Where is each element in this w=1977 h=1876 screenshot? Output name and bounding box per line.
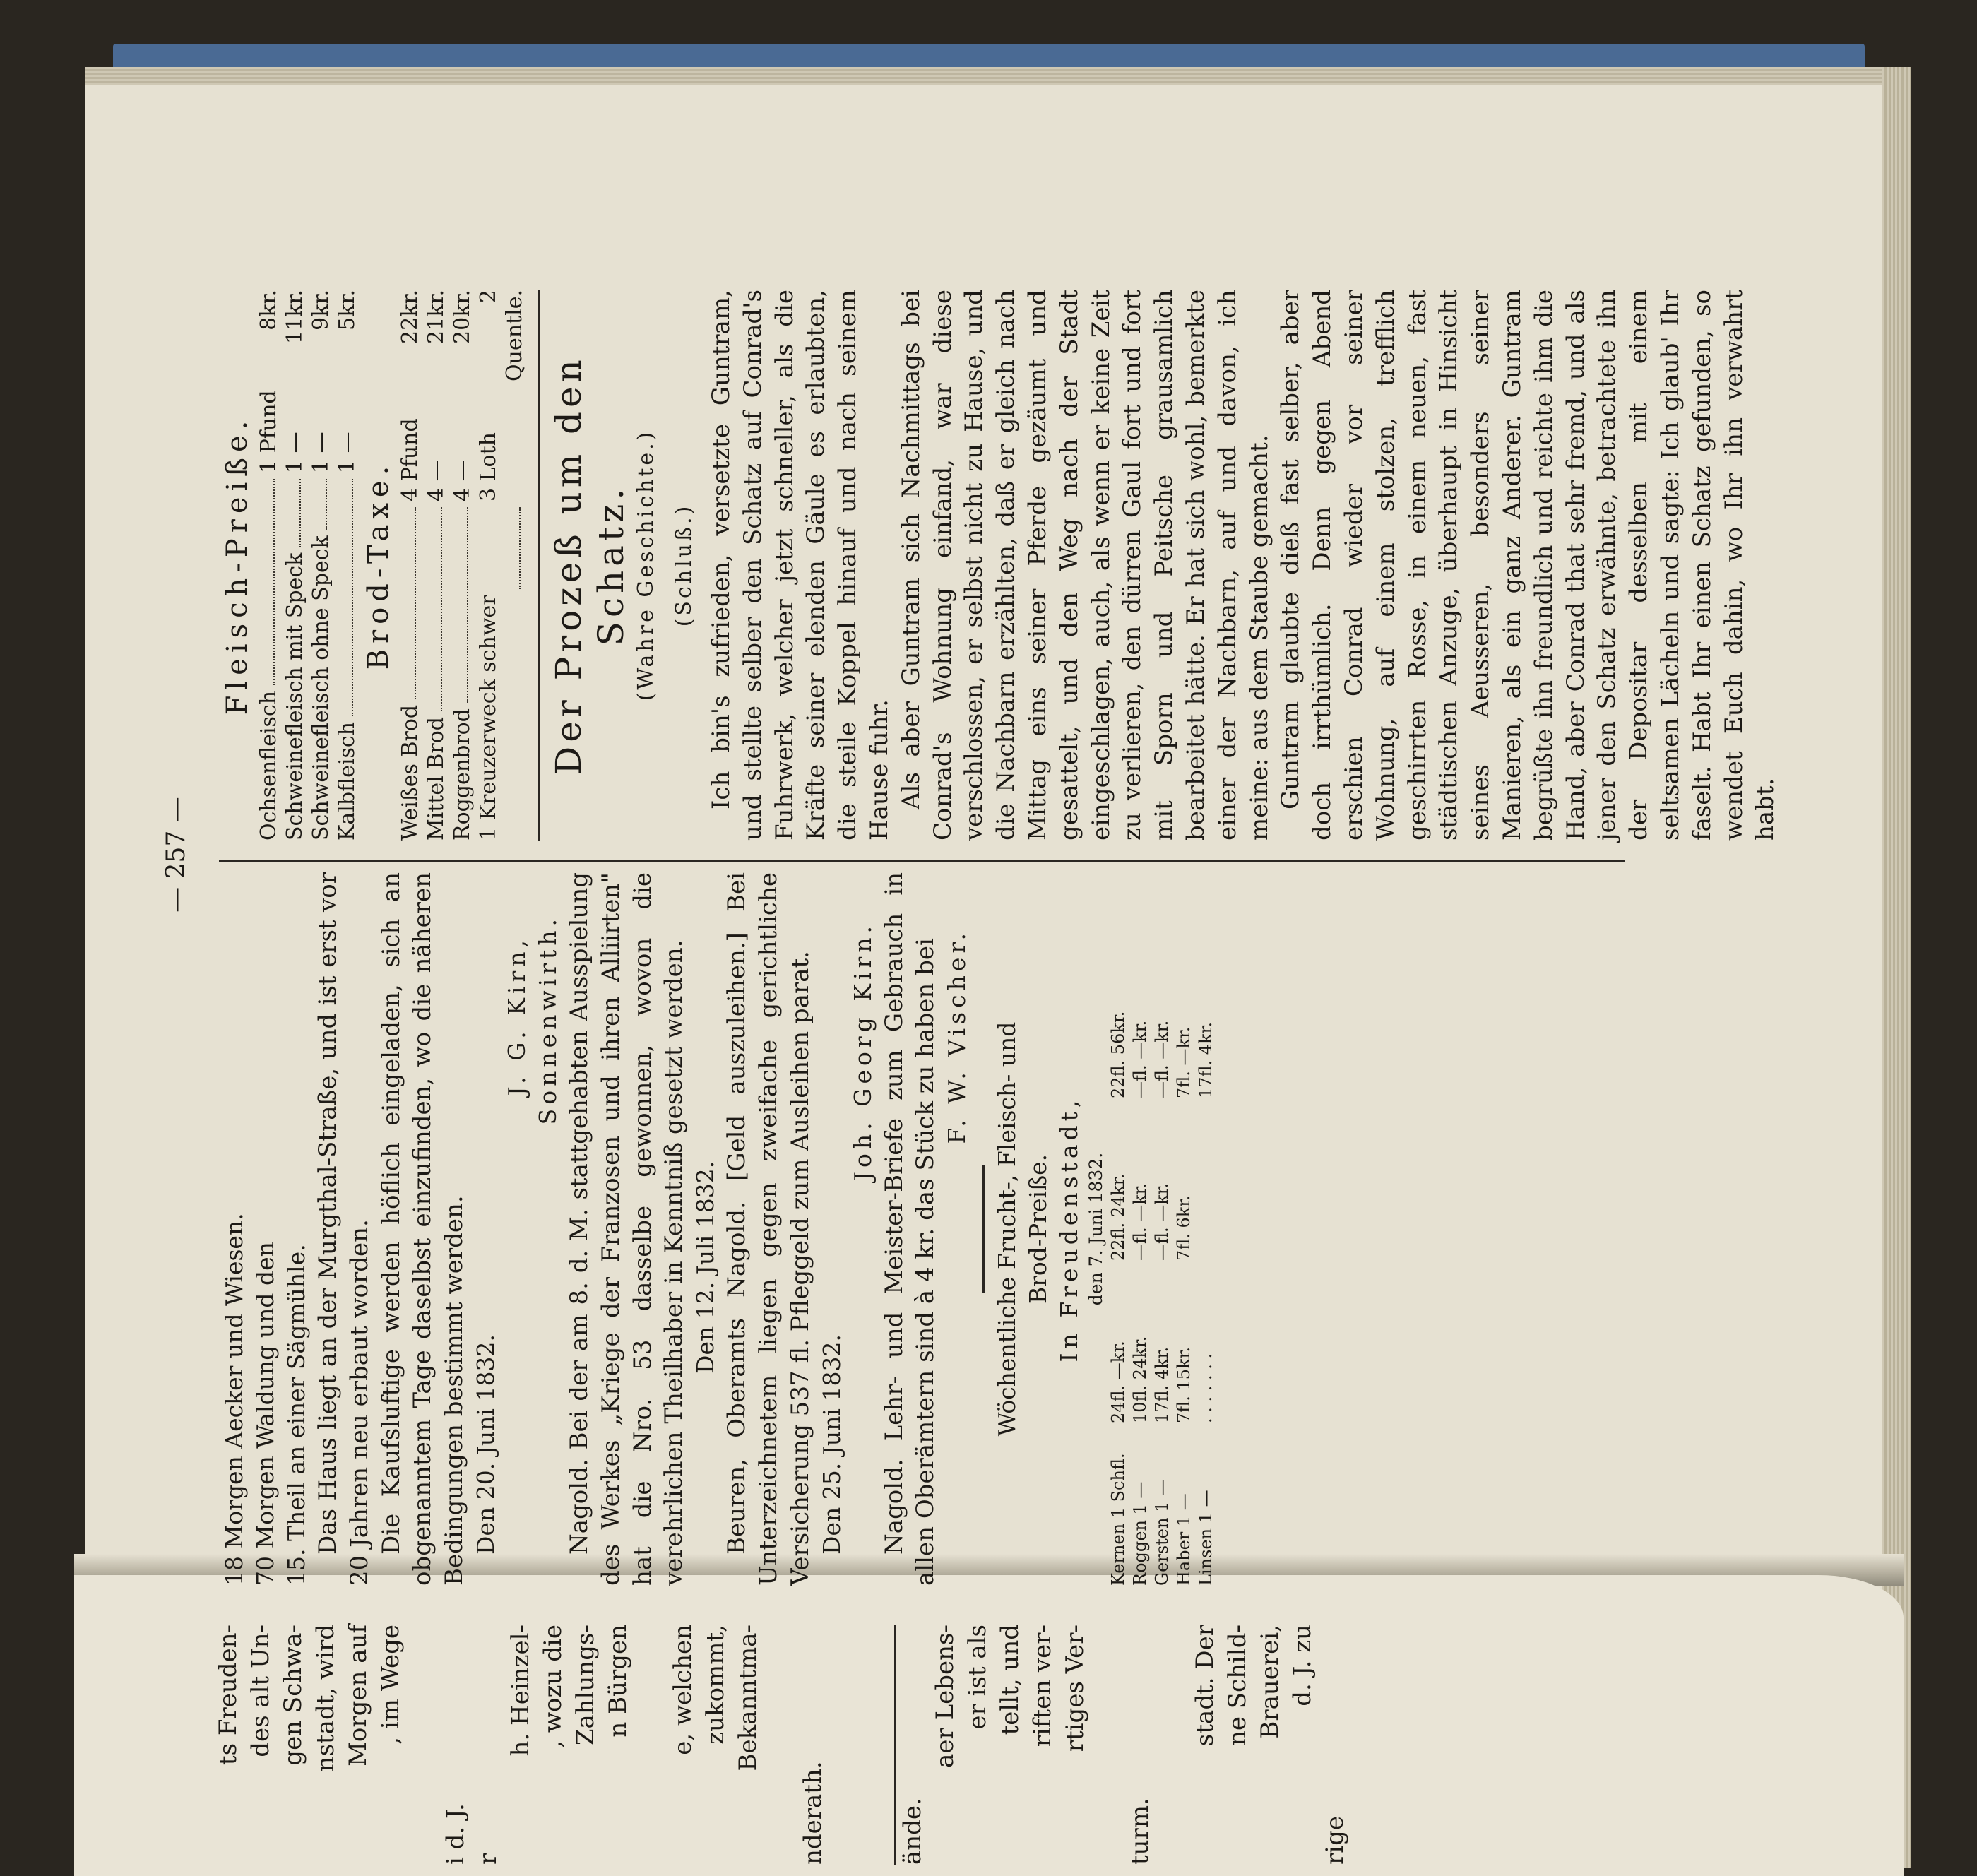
facing-line (634, 1625, 667, 1865)
facing-line (862, 1625, 896, 1865)
facing-line: riften ver- (1028, 1625, 1057, 1747)
market-price-low: —fl. —kr. (1152, 1020, 1172, 1098)
section-rule (538, 290, 540, 841)
facing-line: er ist als (963, 1625, 992, 1730)
story-conclusion: (Schluß.) (672, 503, 696, 627)
bread-tax-title: Brod-Taxe. (362, 460, 395, 670)
facing-line: ände. (898, 1798, 927, 1865)
price-item: Weißes Brod (398, 704, 422, 841)
price-value: 8kr. (256, 290, 281, 331)
table-row (308, 290, 334, 841)
market-title: Brod-Preiße. (1024, 1153, 1052, 1305)
price-qty: 1 — (283, 432, 307, 473)
facing-line: r (474, 1853, 502, 1865)
story-subtitle: (Wahre Geschichte.) (634, 429, 658, 701)
facing-line (764, 1625, 797, 1865)
beuren-paragraph: Beuren, Oberamts Nagold. [Geld auszuleihen.] Bei Unterzeichnetem liegen gegen zweifache gerichtliche Versicherung 537 fl. Pfleggeld zum Ausleihen parat. (723, 872, 814, 1586)
dot-leader (282, 479, 301, 547)
price-qty: 4 — (424, 460, 449, 501)
dot-leader (334, 479, 353, 716)
facing-line: nderath. (799, 1761, 827, 1865)
story-title: Der Prozeß um den Schatz. (548, 355, 631, 775)
market-item: Gersten 1 — (1152, 1479, 1172, 1586)
market-price-high: 7fl. 15kr. (1174, 1346, 1194, 1423)
price-qty: 1 — (335, 432, 360, 473)
market-price-high: . . . . . . . (1196, 1353, 1216, 1423)
meat-prices-title: Fleisch-Preiße. (221, 415, 254, 716)
nagold2-paragraph: Nagold. Lehr- und Meister-Briefe zum Gebrauch in allen Oberämtern sind à 4 kr. das Stück zu haben bei (879, 872, 940, 1586)
price-value: 20kr. (450, 290, 475, 344)
market-price-mid: —fl. —kr. (1152, 1182, 1172, 1261)
market-date: den 7. Juni 1832. (1086, 1152, 1107, 1306)
table-row (282, 290, 308, 841)
market-price-mid: 22fl. 24kr. (1108, 1173, 1129, 1261)
property-line: 18 Morgen Aecker und Wiesen. (220, 1213, 248, 1586)
price-qty: 4 — (450, 460, 475, 501)
price-qty: 3 Loth (476, 432, 501, 501)
market-town: In Freudenstadt, (1055, 1096, 1084, 1363)
table-row (1129, 872, 1151, 1586)
facing-line: d. J. zu (1288, 1625, 1317, 1706)
facing-line: rtiges Ver- (1061, 1625, 1089, 1752)
table-row (1195, 872, 1217, 1586)
dot-leader (475, 507, 521, 589)
facing-line: Bekanntma- (734, 1625, 762, 1771)
facing-line: Zahlungs- (571, 1625, 600, 1746)
dot-leader (449, 507, 468, 703)
price-qty: 1 Pfund (256, 390, 281, 473)
market-price-low: 17fl. 4kr. (1196, 1021, 1216, 1098)
price-item: Mittel Brod (424, 717, 449, 841)
market-price-mid (1195, 1098, 1217, 1261)
facing-line: rige (1321, 1815, 1349, 1865)
facing-line: aer Lebens- (931, 1625, 959, 1768)
facing-line: h. Heinzel- (506, 1625, 535, 1757)
price-value: 2 Quentle. (476, 290, 527, 381)
price-value: 21kr. (424, 290, 449, 344)
market-item: Linsen 1 — (1196, 1490, 1216, 1586)
market-price-low: 22fl. 56kr. (1108, 1011, 1129, 1098)
house-paragraph: Das Haus liegt an der Murgthal-Straße, und ist erst vor 20 Jahren neu erbaut worden. (314, 872, 374, 1586)
date-line: Den 12. Juli 1832. (691, 1160, 720, 1374)
nagold-paragraph: Nagold. Bei der am 8. d. M. stattgehabten Ausspielung des Werkes „Kriege der Franzosen und ihren Alliirten" hat die Nro. 53 dasselbe gewonnen, wovon die verehrlichen Theilhaber in Kenntniß gesetzt werden. (564, 872, 689, 1586)
story-paragraph: Als aber Guntram sich Nachmittags bei Conrad's Wohnung einfand, war diese verschlossen, er selbst nicht zu Hause, und die Nachbarn erzählten, daß er gleich nach Mittag eins seiner Pferde gezäumt und gesattelt, und den Weg nach der Stadt eingeschlagen, auch, als wenn er keine Zeit zu verlieren, den dürren Gaul fort und fort mit Sporn und Peitsche grausamlich bearbeitet hätte. Er hat sich wohl, bemerkte einer der Nachbarn, auf und davon, ich meine: aus dem Staube gemacht. (896, 290, 1274, 841)
price-item: 1 Kreuzerweck schwer (476, 595, 501, 841)
facing-line: turm. (1126, 1798, 1154, 1865)
table-row (475, 290, 528, 841)
buyers-paragraph: Die Kaufsluftige werden höflich eingeladen, sich an obgenanntem Tage daselbst einzufinden, wo die näheren Bedingungen bestimmt werden. (376, 872, 469, 1586)
price-qty: 4 Pfund (398, 418, 422, 501)
table-row (334, 290, 360, 841)
page-number-block (161, 763, 192, 946)
market-price-high: 10fl. 24kr. (1130, 1336, 1151, 1423)
price-item: Roggenbrod (450, 708, 475, 841)
facing-line: nstadt, wird (311, 1625, 340, 1772)
page-number: — 257 — (162, 797, 191, 913)
market-price-low: —fl. —kr. (1130, 1020, 1151, 1098)
market-price-mid: 7fl. 6kr. (1174, 1195, 1194, 1261)
facing-line: ts Freuden- (214, 1625, 242, 1766)
facing-line: Morgen auf (344, 1625, 372, 1767)
facing-line: , wozu die (539, 1625, 567, 1748)
story-paragraph: Guntram glaubte dieß fast selber, aber doch irrthümlich. Denn gegen Abend erschien Conrad wieder vor seiner Wohnung, auf einem stolzen, trefflich geschirrten Rosse, in einem neuen, fast städtischen Anzuge, überhaupt in Hinsicht seines Aeusseren, besonders seiner Manieren, als ein ganz Anderer. Guntram begrüßte ihn freundlich und reichte ihm die Hand, aber Conrad that sehr fremd, und als jener den Schatz erwähnte, betrachtete ihn der Depositar desselben mit einem seltsamen Lächeln und sagte: Ich glaub' Ihr faselt. Habt Ihr einen Schatz gefunden, so wendet Euch dahin, wo Ihr ihn verwahrt habt. (1276, 290, 1780, 841)
signature-name: Joh. Georg Kirn. (848, 922, 877, 1182)
table-row (256, 290, 282, 841)
facing-line: , im Wege (376, 1625, 405, 1745)
facing-line (1156, 1625, 1189, 1865)
market-item: Roggen 1 — (1130, 1481, 1151, 1586)
facing-line: i d. J. (441, 1803, 470, 1865)
dot-leader (423, 507, 442, 711)
market-price-high: 24fl. —kr. (1108, 1341, 1129, 1423)
table-row (423, 290, 449, 841)
facing-line: gen Schwa- (279, 1625, 307, 1766)
dot-leader (256, 479, 275, 685)
facing-line (407, 1625, 439, 1865)
facing-line: e, welchen (669, 1625, 697, 1755)
price-item: Ochsenfleisch (256, 690, 281, 841)
date-line: Den 25. Juni 1832. (817, 1334, 845, 1555)
market-price-low: 7fl. —kr. (1174, 1026, 1194, 1098)
facing-line: stadt. Der (1191, 1625, 1219, 1747)
facing-line (829, 1625, 862, 1865)
column-rule (219, 860, 1625, 862)
property-line: 15. Theil an einer Sägmühle. (283, 1244, 310, 1586)
table-row (1151, 872, 1173, 1586)
dot-leader (397, 507, 416, 699)
facing-line (1091, 1625, 1124, 1865)
bread-price-table (397, 290, 528, 841)
facing-line: tellt, und (996, 1625, 1024, 1735)
market-item: Haber 1 — (1174, 1493, 1194, 1586)
signature-name: J. G. Kirn, (502, 936, 530, 1096)
facing-line: Brauerei, (1256, 1625, 1284, 1739)
market-price-high: 17fl. 4kr. (1152, 1346, 1172, 1423)
signature-name: F. W. Vischer. (943, 929, 971, 1144)
market-price-mid: —fl. —kr. (1130, 1182, 1151, 1261)
price-value: 9kr. (309, 290, 333, 331)
price-value: 11kr. (283, 290, 307, 344)
facing-line: n Bürgen (604, 1625, 632, 1738)
price-item: Kalbfleisch (335, 722, 360, 841)
table-row (1108, 872, 1129, 1586)
facing-line: des alt Un- (247, 1625, 275, 1757)
facing-line: zukommt, (701, 1625, 730, 1745)
column-2 (219, 290, 1781, 841)
facing-line: ne Schild- (1223, 1625, 1252, 1747)
table-row (397, 290, 423, 841)
market-title: Wöchentliche Frucht-, Fleisch- und (993, 1021, 1021, 1437)
divider (982, 1165, 985, 1293)
price-value: 5kr. (335, 290, 360, 331)
price-value: 22kr. (398, 290, 422, 344)
column-1 (219, 872, 1217, 1586)
market-table (1108, 872, 1217, 1586)
dot-leader (308, 479, 327, 530)
property-line: 70 Morgen Waldung und den (251, 1242, 279, 1586)
signature-title: Sonnenwirth. (533, 915, 562, 1125)
price-qty: 1 — (309, 432, 333, 473)
price-item: Schweinefleisch ohne Speck (309, 535, 333, 841)
facing-page-text (212, 1625, 1351, 1865)
market-item: Kernen 1 Schfl. (1108, 1453, 1129, 1586)
table-row (449, 290, 475, 841)
price-item: Schweinefleisch mit Speck (283, 552, 307, 841)
story-paragraph: Ich bin's zufrieden, versetzte Guntram, und stellte selber den Schatz auf Conrad's Fuhrwerk, welcher jetzt schneller, als die Kräfte seiner elenden Gäule es erlaubten, die steile Koppel hinauf und nach seinem Hause fuhr. (707, 290, 893, 841)
date-line: Den 20. Juni 1832. (471, 1334, 499, 1555)
table-row (1173, 872, 1195, 1586)
meat-price-table (256, 290, 360, 841)
